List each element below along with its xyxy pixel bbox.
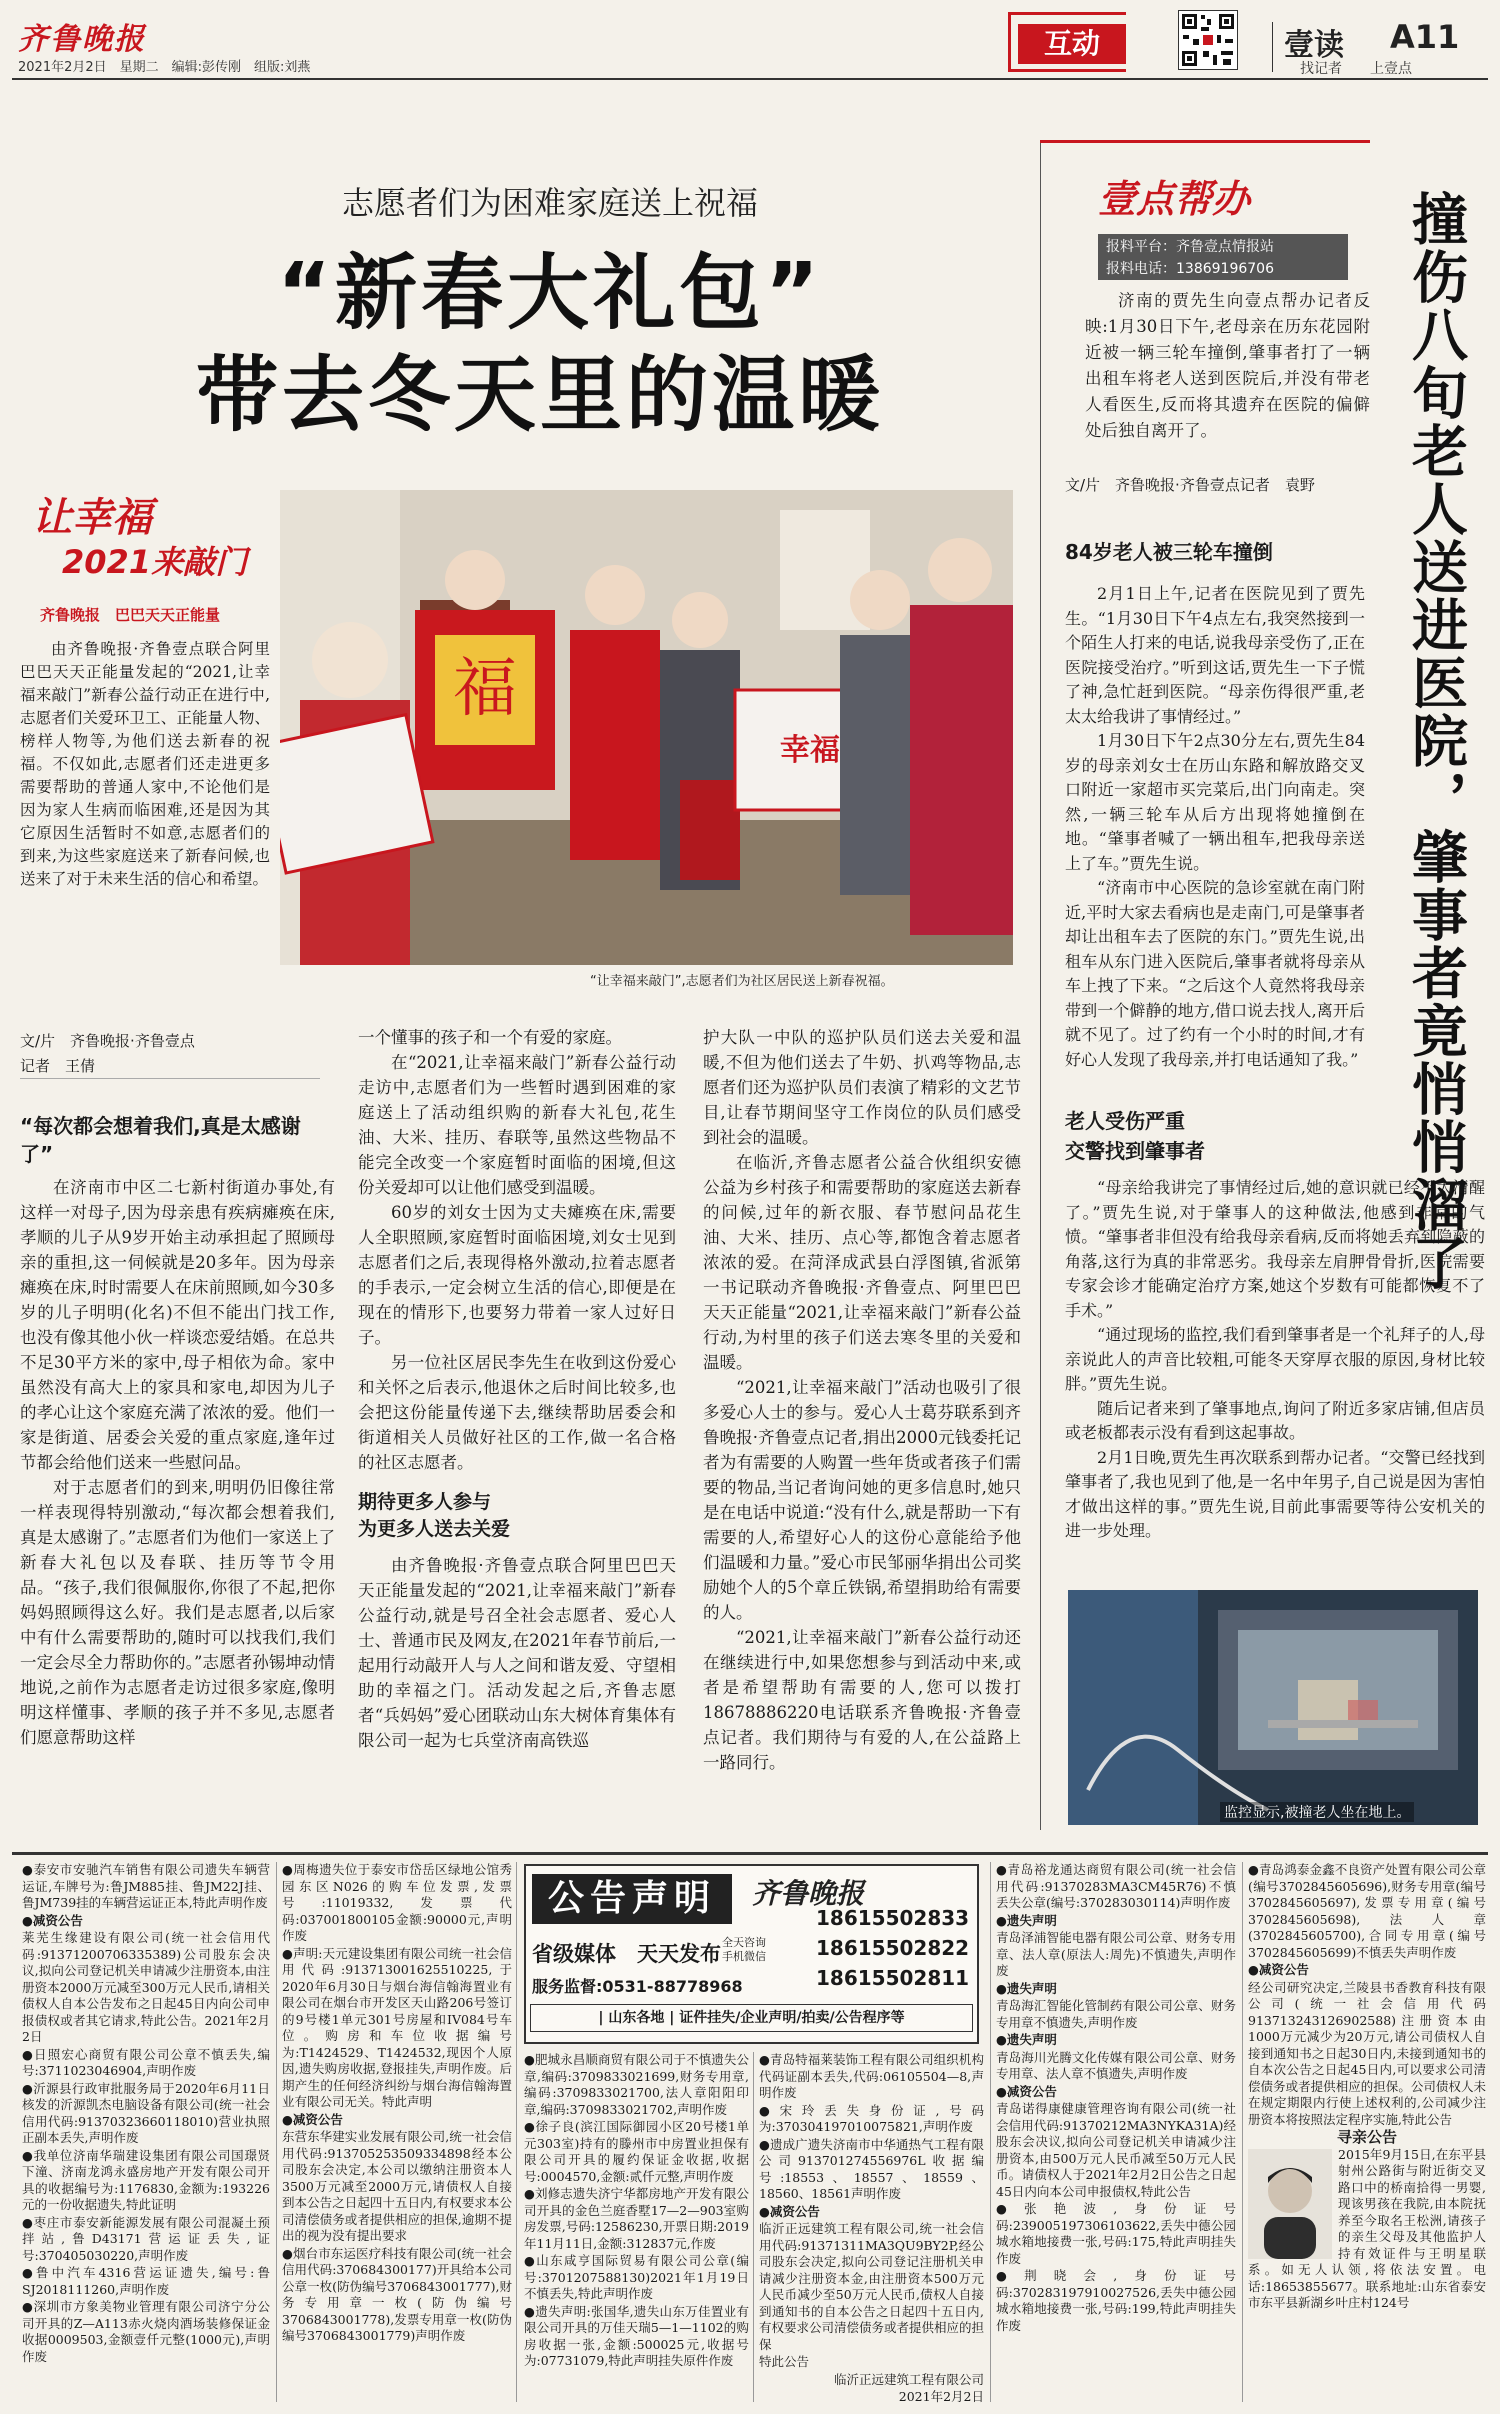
right-column-divider (1040, 140, 1041, 1830)
ad-5-6: ●遗失声明 (996, 2032, 1057, 2047)
classifieds-top-rule (12, 1852, 1488, 1855)
help-para-7: 2月1日晚,贾先生再次联系到帮办记者。“交警已经找到肇事者了,我也见到了他,是一名中年男子,自己说是因为害怕才做出这样的事。”贾先生说,目前此事需要等待公安机关的进一步处理。 (1065, 1447, 1485, 1540)
ad-4-3: ●遗成广遗失济南市中华通热气工程有限公司913701274556976L收据编号:18553、18557、18559、18560、18561声明作废 (759, 2136, 984, 2201)
col3-para-2: 在临沂,齐鲁志愿者公益合伙组织安德公益为乡村孩子和需要帮助的家庭送去新春的问候,过年的新衣服、春节慰问品花生油、大米、挂历、点心等,都饱含着志愿者浓浓的爱。在菏泽成武县白浮图镇,省派第一书记联动齐鲁晚报·齐鲁壹点、阿里巴巴天天正能量“2021,让幸福来敲门”新春公益行动,为村里的孩子们送去寒冬里的关爱和温暖。 (703, 1153, 1021, 1372)
campaign-logo-line1: 让幸福 (32, 495, 152, 541)
photo-caption: “让幸福来敲门”,志愿者们为社区居民送上新春祝福。 (590, 974, 894, 989)
ad-3-2: ●徐子良(滨江国际御园小区20号楼1单元303室)持有的滕州市中房置业担保有限公司开具的履约保证金收据,收据号:0004570,金额:贰仟元整,声明作废 (524, 2119, 749, 2184)
col3-para-4: “2021,让幸福来敲门”新春公益行动还在继续进行中,如果您想参与到活动中来,或者是希望帮助有需要的人,您可以拨打18678886220电话联系齐鲁晚报·齐鲁壹点记者。我们期待与有爱的人,在公益路上一路同行。 (703, 1628, 1021, 1772)
ad-4-7: 临沂正远建筑工程有限公司 (833, 2371, 984, 2387)
help-lead (1085, 288, 1370, 444)
ad-5-2: ●遗失声明 (996, 1912, 1057, 1928)
headline-line-1: “新春大礼包” (277, 246, 823, 341)
help-brand: 壹点帮办 (1098, 177, 1251, 221)
volunteers-photo (280, 490, 1013, 965)
col2-para-4: 由齐鲁晚报·齐鲁壹点联合阿里巴巴天天正能量发起的“2021,让幸福来敲门”新春公益行动,就是号召全社会志愿者、爱心人士、普通市民及网友,在2021年春节前后,一起用行动敲开人与人之间和谐友爱、守望相助的幸福之门。活动发起之后,齐鲁志愿者“兵妈妈”爱心团联动山东大树体育集体有限公司一起为七兵堂济南高铁巡 (358, 1556, 676, 1750)
ad-4-4: ●减资公告 (759, 2203, 820, 2219)
ad-divider-1 (276, 1862, 277, 2402)
ad-1-3: 莱芜生缘建设有限公司(统一社会信用代码:91371200706335389)公司股东会决议,拟向公司登记机关申请减少注册资本,由注册资本2000万元减至300万元人民币,请相关债权人自本公告发布之日起45日内向公司申报债权或者其它请求,特此公告。2021年2月2日 (22, 1930, 270, 2044)
headline-line-2: 带去冬天里的温暖 (195, 348, 884, 443)
ad-2-4: 东营东华建实业发展有限公司,统一社会信用代码:913705253509334898经本公司股东会决定,本公司以缴纳注册资本人3500万元减至2000万元,请债权人自接到本公告之日起四十五日内,有权要求本公司清偿债务或者提供相应的担保,逾期不提出的视为没有提出要求 (282, 2129, 512, 2243)
qr-code-icon (1178, 10, 1238, 70)
ad-4-2: ●宋玲丢失身份证,号码为:370304197010075821,声明作废 (759, 2102, 984, 2134)
announcement-brand: 齐鲁晚报 (752, 1877, 865, 1910)
ad-divider-5 (1242, 1862, 1243, 2402)
ad-4-6: 特此公告 (759, 2354, 810, 2369)
subhead-2: 期待更多人参与 为更多人送去关爱 (358, 1491, 511, 1540)
ad-1-8: ●鲁中汽车4316营运证遗失,编号:鲁SJ2018111260,声明作废 (22, 2265, 270, 2297)
ad-1-4: ●日照宏心商贸有限公司公章不慎丢失,编号:3711023046904,声明作废 (22, 2046, 270, 2078)
kicker: 志愿者们为困难家庭送上祝福 (341, 184, 758, 222)
help-byline: 文/片 齐鲁晚报·齐鲁壹点记者 袁野 (1065, 476, 1315, 494)
ad-2-3: ●减资公告 (282, 2111, 343, 2127)
subhead-1: “每次都会想着我们,真是太感谢了” (20, 1114, 301, 1166)
page-number: A11 (1390, 18, 1460, 56)
help-para-2: 1月30日下午2点30分左右,贾先生84岁的母亲刘女士在历山东路和解放路交叉口附近一家超市买完菜后,出门向南走。突然,一辆三轮车从后方出现将她撞倒在地。“肇事者喊了一辆出租车,把我母亲送上了车。”贾先生说。 (1065, 731, 1365, 873)
page-motto: 找记者 上壹点 (1300, 61, 1412, 77)
ad-5-9: 青岛诺得康健康管理咨询有限公司(统一社会信用代码:91370212MA3NYKA31A)经股东会决议,拟向公司登记机关申请减少注册资本,由500万元人民币减至50万元人民币。请债权人于2021年2月2日公告之日起45日内向本公司申报债权,特此公告 (996, 2101, 1236, 2199)
ad-5-10: ●张艳波,身份证号码:239005197306103622,丢失中德公园城水箱地接费一张,号码:175,特此声明挂失作废 (996, 2201, 1236, 2266)
ad-1-6: ●我单位济南华瑞建设集团有限公司国璟贤下潼、济南龙鸿永盛房地产开发有限公司开具的收据编号为:1176830,金额为:193226元的一份收据遗失,特此证明 (22, 2147, 270, 2212)
campaign-logo (32, 486, 252, 586)
ad-1-9: ●深圳市方象美物业管理有限公司济宁分公司开具的Z—A113赤火烧肉酒场装修保证金收据0009503,金额壹仟元整(1000元),声明作废 (22, 2299, 270, 2364)
help-vertical-headline: 撞伤八旬老人送进医院，肇事者竟悄悄溜了 (1403, 190, 1468, 1292)
col3-para-3: “2021,让幸福来敲门”活动也吸引了很多爱心人士的参与。爱心人士葛芬联系到齐鲁晚报·齐鲁壹点记者,捐出2000元钱委托记者为有需要的人购置一些年货或者孩子们需要的物品,当记者询问她的更多信息时,她只是在电话中说道:“没有什么,就是帮助一下有需要的人,希望好心人的这份心意能给予他们温暖和力量。”爱心市民邹丽华捐出公司奖励她个人的5个章丘铁锅,希望捐助给有需要的人。 (703, 1378, 1021, 1622)
help-hotline: 报料电话：13869196706 (1098, 256, 1348, 280)
col2-para-1: 在“2021,让幸福来敲门”新春公益行动走访中,志愿者们为一些暂时遇到困难的家庭送上了活动组织购的新春大礼包,花生油、大米、挂历、春联等,虽然这些物品不能完全改变一个家庭暂时面临的困境,但这份关爱却可以让他们感受到温暖。 (358, 1053, 676, 1197)
announcement-consult: 全天咨询 手机微信 (722, 1936, 766, 1963)
ad-5-5: 青岛海汇智能化管制药有限公司公章、财务专用章不慎遗失,声明作废 (996, 1998, 1236, 2030)
main-column-3 (703, 1025, 1021, 1775)
byline-1: 文/片 齐鲁晚报·齐鲁壹点 (20, 1032, 195, 1050)
col1-para-1: 在济南市中区二七新村街道办事处,有这样一对母子,因为母亲患有疾病瘫痪在床,孝顺的儿子从9岁开始主动承担起了照顾母亲的重担,这一伺候就是20多年。因为母亲瘫痪在床,时时需要人在床前照顾,如今30多岁的儿子明明(化名)不但不能出门找工作,也没有像其他小伙一样谈恋爱结婚。在总共不足30平方米的家中,母子相依为命。家中虽然没有高大上的家具和家电,却因为儿子的孝心让这个家庭充满了浓浓的爱。他们一家是街道、居委会关爱的重点家庭,逢年过节都会给他们送来一些慰问品。 (20, 1178, 335, 1472)
classified-column-5 (996, 1862, 1236, 2407)
date-line: 2021年2月2日 星期二 编辑:彭传刚 组版:刘燕 (18, 60, 311, 75)
ad-6-4: 寻亲公告 (1336, 2128, 1397, 2146)
ad-3-3: ●刘修志遗失济宁华都房地产开发有限公司开具的金色兰庭香墅17—2—903室购房发票,号码:12586230,开票日期:2019年11月11日,金额:312837元,作废 (524, 2186, 749, 2251)
classified-column-2 (282, 1862, 512, 2407)
surveillance-caption: 监控显示,被撞老人坐在地上。 (1220, 1802, 1414, 1822)
byline-rule (20, 1078, 320, 1079)
ad-1-7: ●枣庄市泰安新能源发展有限公司混凝土预拌站,鲁D43171营运证丢失,证号:370405030220,声明作废 (22, 2214, 270, 2263)
announcement-title: 公告声明 (532, 1874, 732, 1924)
byline-2: 记者 王倩 (20, 1057, 96, 1075)
lead-text: 由齐鲁晚报·齐鲁壹点联合阿里巴巴天天正能量发起的“2021,让幸福来敲门”新春公益行动正在进行中,志愿者们关爱环卫工、正能量人物、榜样人物等,为他们送去新春的祝福。不仅如此,志愿者们还走进更多需要帮助的普通人家中,不论他们是因为家人生病而临困难,还是因为其它原因生活暂时不如意,志愿者们的到来,为这些家庭送来了新春问候,也送来了对于未来生活的信心和希望。 (20, 640, 270, 888)
main-column-1 (20, 1175, 335, 1750)
ad-2-2: ●声明:天元建设集团有限公司统一社会信用代码:913713001625510225,于2020年6月30日与烟台海信翰海置业有限公司在烟台市开发区天山路206号签订的9号楼1单元301号房屋和IV084号车位。购房和车位收据编号为:T1424529、T1424532,现因个人原因,遗失购房收据,登报挂失,声明作废。后期产生的任何经济纠纷与烟台海信翰海置业有限公司无关。特此声明 (282, 1945, 512, 2109)
svg-text:福: 福 (453, 652, 517, 726)
announcement-supervise: 服务监督:0531-88778968 (532, 1977, 743, 1996)
classified-column-3 (524, 2052, 749, 2407)
ad-4-5: 临沂正远建筑工程有限公司,统一社会信用代码:91371311MA3QU9BY2P,经公司股东会决定,拟向公司登记注册机关申请减少注册资本金,由注册资本500万元人民币减少至50万元人民币,债权人自接到通知书的自本公告之日起四十五日内,有权要求公司清偿债务或者提供相应的担保 (759, 2221, 984, 2352)
announcement-box (524, 1864, 979, 2044)
campaign-logo-line2: 2021来敲门 (62, 543, 248, 581)
ad-1-1: ●泰安市安驰汽车销售有限公司遗失车辆营运证,车牌号为:鲁JM885挂、鲁JM22J挂、鲁JM739挂的车辆营运证正本,特此声明作废 (22, 1862, 270, 1910)
ad-1-2: ●减资公告 (22, 1912, 83, 1928)
announcement-phone-2: 18615502822 (816, 1936, 970, 1960)
missing-child-photo (1248, 2149, 1332, 2259)
ad-5-7: 青岛海川光腾文化传媒有限公司公章、财务专用章、法人章不慎遗失,声明作废 (996, 2049, 1236, 2081)
help-body-1 (1065, 582, 1365, 1072)
ad-5-11: ●荆晓会,身份证号码:370283197910027526,丢失中德公园城水箱地接费一张,号码:199,特此声明挂失作废 (996, 2268, 1236, 2333)
ad-6-3: 经公司研究决定,兰陵县书香教育科技有限公司(统一社会信用代码913713243126902588)注册资本由1000万元减少为20万元,请公司债权人自接到通知书之日起30日内,未接到通知书的自本次公告之日起45日内,可以要求公司清偿债务或者提供相应的担保。公司债权人未在规定期限内行使上述权利的,公司减少注册资本将按照法定程序实施,特此公告 (1248, 1979, 1486, 2127)
help-lead-text: 济南的贾先生向壹点帮办记者反映:1月30日下午,老母亲在历东花园附近被一辆三轮车撞倒,肇事者打了一辆出租车将老人送到医院后,并没有带老人看医生,反而将其遗弃在医院的偏僻处后独自离开了。 (1085, 291, 1370, 440)
ad-1-5: ●沂源县行政审批服务局于2020年6月11日核发的沂源凯杰电脑设备有限公司(统一社会信用代码:91370323660118010)营业执照正副本丢失,声明作废 (22, 2080, 270, 2145)
help-para-4: “母亲给我讲完了事情经过后,她的意识就已经不太清醒了。”贾先生说,对于肇事人的这种做法,他感到非常的气愤。“肇事者非但没有给我母亲看病,反而将她丢弃到隐蔽的角落,这行为真的非常恶劣。我母亲左肩胛骨骨折,医院需要专家会诊才能确定治疗方案,她这个岁数有可能都恢复不了手术。” (1065, 1178, 1485, 1320)
classified-column-6 (1248, 1862, 1486, 2407)
ad-divider-2 (516, 1862, 517, 2402)
ad-3-5: ●遗失声明:张国华,遗失山东万佳置业有限公司开具的万佳天瑞5—1—1102的购房收据一张,金额:500025元,收据号为:07731079,特此声明挂失原件作废 (524, 2303, 749, 2368)
ad-6-1: ●青岛鸿泰金鑫不良资产处置有限公司公章(编号3702845605696),财务专用章(编号3702845605697),发票专用章(编号3702845605698),法人章(3702845605700),合同专用章(编号3702845605699)不慎丢失声明作废 (1248, 1862, 1486, 1960)
col3-para-1: 护大队一中队的巡护队员们送去关爱和温暖,不但为他们送去了牛奶、扒鸡等物品,志愿者们还为巡护队员们表演了精彩的文艺节目,让春节期间坚守工作岗位的队员们感受到社会的温暖。 (703, 1028, 1021, 1147)
help-para-1: 2月1日上午,记者在医院见到了贾先生。“1月30日下午4点左右,我突然接到一个陌生人打来的电话,说我母亲受伤了,正在医院接受治疗。”听到这话,贾先生一下子慌了神,急忙赶到医院。“母亲伤得很严重,老太太给我讲了事情经过。” (1065, 584, 1365, 726)
ad-6-2: ●减资公告 (1248, 1962, 1309, 1977)
announcement-slogan: 省级媒体 天天发布 (532, 1942, 721, 1966)
section-tag: 互动 (1018, 24, 1126, 64)
announcement-phone-3: 18615502811 (816, 1966, 970, 1990)
lead-paragraph (20, 638, 270, 891)
col2-para-3: 另一位社区居民李先生在收到这份爱心和关怀之后表示,他退休之后时间比较多,也会把这份能量传递下去,继续帮助居委会和街道相关人员做好社区的工作,做一名合格的社区志愿者。 (358, 1353, 676, 1472)
right-column-top-rule (1040, 140, 1370, 143)
ad-5-3: 青岛泽浦智能电器有限公司公章、财务专用章、法人章(原法人:周先)不慎遗失,声明作废 (996, 1930, 1236, 1978)
ad-3-4: ●山东咸亨国际贸易有限公司公章(编号:3701207588130)2021年1月19日不慎丢失,特此声明作废 (524, 2253, 749, 2301)
help-para-3: “济南市中心医院的急诊室就在南门附近,平时大家去看病也是走南门,可是肇事者却让出租车去了医院的东门。”贾先生说,出租车从东门进入医院后,肇事者就将母亲从车上拽了下来。“之后这个人竟然将我母亲带到一个僻静的地方,借口说去找人,离开后就不见了。过了约有一个小时的时间,才有好心人发现了我母亲,并打电话通知了我。” (1065, 878, 1365, 1069)
ad-5-4: ●遗失声明 (996, 1980, 1057, 1996)
ad-2-1: ●周梅遗失位于泰安市岱岳区绿地公馆秀园东区N026的购车位发票,发票号:11019332,发票代码:037001800105金额:90000元,声明作废 (282, 1862, 512, 1943)
main-column-2 (358, 1025, 676, 1753)
ad-divider-3 (753, 2052, 754, 2402)
svg-text:幸福: 幸福 (780, 733, 840, 768)
ad-3-1: ●肥城永昌顺商贸有限公司于不慎遗失公章,编码:3709833021699,财务专用章,编码:3709833021700,法人章阳阳印章,编码:3709833021702,声明作废 (524, 2052, 749, 2117)
header-rule (12, 78, 1488, 80)
col1-para-2: 对于志愿者们的到来,明明仍旧像往常一样表现得特别激动,“每次都会想着我们,真是太感谢了。”志愿者们为他们一家送上了新春大礼包以及春联、挂历等节令用品。“孩子,我们很佩服你,你很了不起,把你妈妈照顾得这么好。我们是志愿者,以后家中有什么需要帮助的,随时可以找我们,我们一定会尽全力帮助你的。”志愿者孙锡坤动情地说,之前作为志愿者走访过很多家庭,像明明这样懂事、孝顺的孩子并不多见,志愿者们愿意帮助这样 (20, 1478, 335, 1747)
ad-4-8: 2021年2月2日 (898, 2389, 984, 2404)
help-subhead-1: 84岁老人被三轮车撞倒 (1065, 540, 1273, 564)
classified-column-4 (759, 2052, 984, 2407)
help-para-5: “通过现场的监控,我们看到肇事者是一个礼拜子的人,母亲说此人的声音比较粗,可能冬天穿厚衣服的原因,身材比较胖。”贾先生说。 (1065, 1325, 1485, 1393)
help-para-6: 随后记者来到了肇事地点,询问了附近多家店铺,但店员或老板都表示没有看到这起事故。 (1065, 1398, 1485, 1442)
ad-divider-4 (990, 1862, 991, 2402)
col2-para-0: 一个懂事的孩子和一个有爱的家庭。 (358, 1028, 622, 1047)
help-platform: 报料平台：齐鲁壹点情报站 (1098, 234, 1348, 258)
ad-5-8: ●减资公告 (996, 2083, 1057, 2099)
announcement-phone-1: 18615502833 (816, 1906, 970, 1930)
help-subhead-2: 老人受伤严重 交警找到肇事者 (1065, 1109, 1205, 1163)
campaign-sponsors: 齐鲁晚报 巴巴天天正能量 (40, 606, 221, 624)
ad-4-1: ●青岛特福莱装饰工程有限公司组织机构代码证副本丢失,代码:06105504—8,声明作废 (759, 2052, 984, 2100)
ad-2-5: ●烟台市东运医疗科技有限公司(统一社会信用代码:370684300177)开具给本公司公章一枚(防伪编号3706843001777),财务专用章一枚(防伪编号3706843001778),发票专用章一枚(防伪编号3706843001779)声明作废 (282, 2245, 512, 2343)
page-name: 壹读 (1284, 28, 1344, 63)
col2-para-2: 60岁的刘女士因为丈夫瘫痪在床,需要人全职照顾,家庭暂时面临困境,刘女士见到志愿者们之后,表现得格外激动,拉着志愿者的手表示,一定会树立生活的信心,即便是在现在的情形下,也要努力带着一家人过好日子。 (358, 1203, 676, 1347)
classified-column-1 (22, 1862, 270, 2407)
announcement-scope: | 山东各地 | 证件挂失/企业声明/拍卖/公告程序等 (530, 2004, 973, 2032)
ad-5-1: ●青岛裕龙通达商贸有限公司(统一社会信用代码:91370283MA3CM45R76)不慎丢失公章(编号:370283030114)声明作废 (996, 1862, 1236, 1910)
header-divider (1272, 22, 1273, 72)
masthead-logo: 齐鲁晚报 (18, 22, 146, 57)
surveillance-photo (1068, 1590, 1478, 1825)
ad-6-5: 2015年9月15日,在东平县射州公路街与附近街交叉路口中的桥南拾得一男婴,现该男孩在我院,由本院抚养至今取名王松洲,请孩子的亲生父母及其他监护人持有效证件与王明星联系。如无人认领,将依法安置。电话:18653855677。联系地址:山东省泰安市东平县新湖乡叶庄村124号 (1248, 2146, 1486, 2310)
